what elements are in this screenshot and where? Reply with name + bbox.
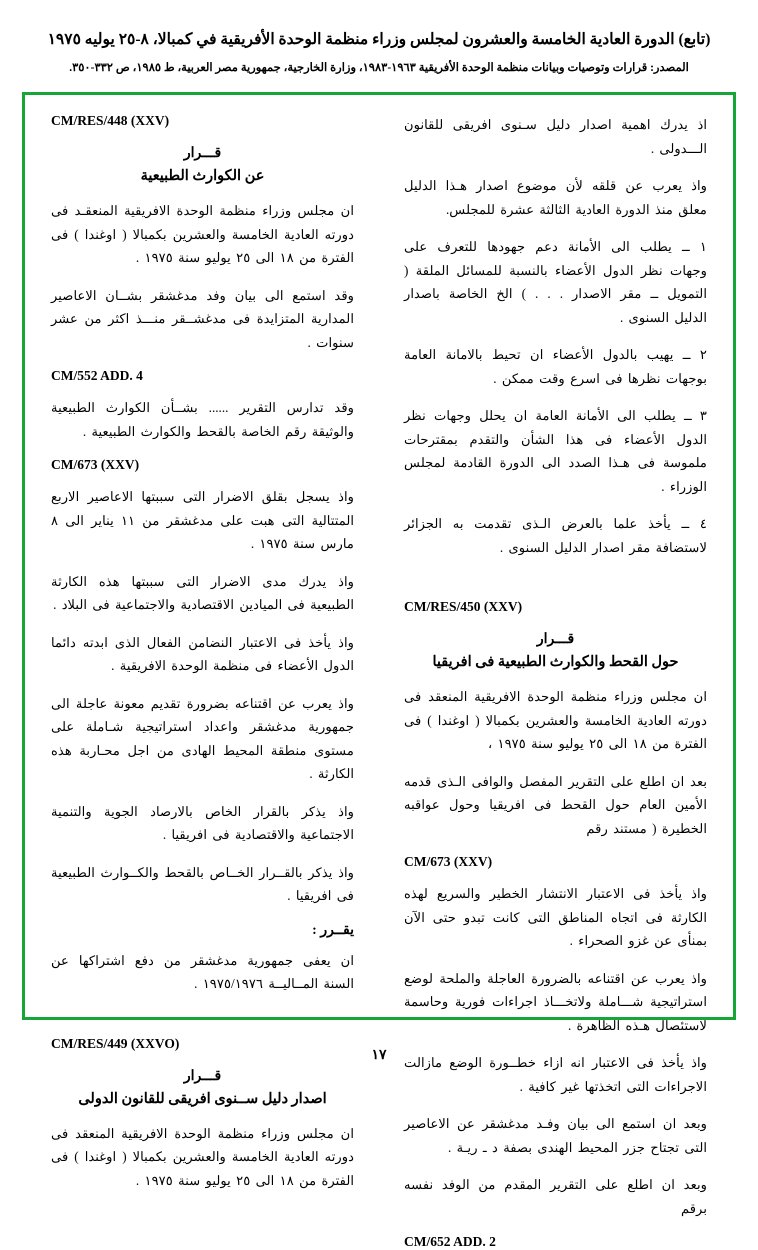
paragraph: وقد تدارس التقرير ...... بشــأن الكوارث الطبيعية والوثيقة رقم الخاصة بالقحط والكوارث الطبيعية .: [51, 400, 354, 439]
reference-code-cm652: CM/652 ADD. 2: [404, 1234, 496, 1249]
resolution-subtitle: اصدار دليل ســنوى افريقى للقانون الدولى: [78, 1090, 327, 1107]
paragraph: وقد استمع الى بيان وفد مدغشقر بشــان الاعاصير المدارية المتزايدة فى مدغشــقر منـــذ اكثر من عشر سنوات .: [51, 287, 354, 350]
report-code-cm552: CM/552 ADD. 4: [51, 368, 143, 383]
report-code-cm673: CM/673 (XXV): [51, 457, 140, 472]
paragraph: ٤ ــ يأخذ علما بالعرض الـذى تقدمت به الجزائر لاستضافة مقر اصدار الدليل السنوى .: [404, 516, 707, 555]
resolution-title: قـــرار: [183, 1068, 222, 1084]
header-title: (تابع) الدورة العادية الخامسة والعشرون لمجلس وزراء منظمة الوحدة الأفريقية في كمبالا، ٨-٢٥ يوليه ١٩٧٥: [47, 31, 711, 48]
right-column: [392, 105, 719, 1249]
resolution-title: قـــرار: [536, 632, 575, 647]
paragraph: ان مجلس وزراء منظمة الوحدة الافريقية المنعقـد فى دورته العادية الخامسة والعشرين بكمبالا ( اوغندا ) فى الفترة من ١٨ الى ٢٥ يوليو سنة ١٩٧٥ .: [51, 203, 354, 265]
page-header: [0, 0, 758, 74]
resolution-code-450: CM/RES/450 (XXV): [404, 599, 523, 614]
header-source: المصدر: قرارات وتوصيات وبيانات منظمة الوحدة الأفريقية ١٩٦٣-١٩٨٣، وزارة الخارجية، جمهورية مصر العربية، ط ١٩٨٥، ص ٣٣٢-٣٥٠.: [69, 62, 689, 75]
spacer: [404, 573, 707, 599]
left-column: [39, 105, 366, 1188]
paragraph: واذ يأخذ فى الاعتبار النضامن الفعال الذى ابدته دائما الدول الأعضاء فى منظمة الوحدة الافريقية .: [51, 634, 354, 673]
paragraph: واذ يأخذ فى الاعتبار الانتشار الخطير والسريع لهذه الكارثة فى اتجاه المناطق التى كانت تبدو حتى الآن بمنأى عن غزو الصحراء .: [404, 886, 707, 948]
resolution-subtitle: حول القحط والكوارث الطبيعية فى افريقيا: [432, 654, 679, 670]
paragraph: واذ يذكر بالقــرار الخــاص بالقحط والكــوارث الطبيعية فى افريقيا .: [51, 864, 354, 903]
paragraph: بعد ان اطلع على التقرير المفصل والوافى الـذى قدمه الأمين العام حول القحط فى افريقيا وحول عواقبه الخطيرة ( مستند رقم: [404, 773, 707, 836]
resolution-subtitle: عن الكوارث الطبيعية: [140, 168, 265, 184]
reference-code-cm673: CM/673 (XXV): [404, 854, 493, 869]
resolution-code-449: CM/RES/449 (XXVO): [51, 1035, 180, 1051]
paragraph: واذ يعرب عن اقتناعه بضرورة تقديم معونة عاجلة الى جمهورية مدغشقر واعداد استراتيجية شـاملة على مستوى منطقة المحيط الهادى من اجل محـاربة هذه الكارثة .: [51, 695, 354, 781]
paragraph: ٣ ــ يطلب الى الأمانة العامة ان يحلل وجهات نظر الدول الأعضاء فى هذا الشأن والتقدم بمقترحات ملموسة فى هـذا الصدد الى الدورة القادمة لمجلس الوزراء .: [404, 408, 707, 494]
paragraph: واذ يعرب عن اقتناعه بالضرورة العاجلة والملحة لوضع استراتيجية شـــاملة ولاتخـــاذ اجراءات فورية وحاسمة لاستئصال هـذه الظاهرة .: [404, 970, 707, 1033]
paragraph-continuation: اذ يدرك اهمية اصدار دليل سـنوى افريقى للقانون الـــدولى .: [404, 117, 707, 156]
resolution-title: قـــرار: [183, 146, 222, 161]
spacer: [51, 1010, 354, 1036]
paragraph: ان مجلس وزراء منظمة الوحدة الافريقية المنعقد فى دورته العادية الخامسة والعشرين بكمبالا ( اوغندا ) فى الفترة من ١٨ الى ٢٥ يوليو سنة ١٩٧٥ .: [51, 1125, 354, 1188]
paragraph: واذ يذكر بالقرار الخاص بالارصاد الجوية والتنمية الاجتماعية والاقتصادية فى افريقيا .: [51, 803, 354, 842]
paragraph: ١ ــ يطلب الى الأمانة دعم جهودها للتعرف على وجهات نظر الدول الأعضاء بالنسبة للمسائل الملقة ( التمويل ــ مقر الاصدار . . . ) الخ الخاصة باصدار الدليل السنوى .: [404, 239, 707, 325]
decides-text: ان يعفى جمهورية مدغشقر من دفع اشتراكها عن السنة المــاليــة ١٩٧٥/١٩٧٦ .: [51, 952, 354, 991]
paragraph: وبعد ان استمع الى بيان وفـد مدغشقر عن الاعاصير التى تجتاح جزر المحيط الهندى بصفة د ـ ريـة .: [404, 1116, 707, 1155]
resolution-code-448: CM/RES/448 (XXV): [51, 113, 170, 128]
paragraph: ان مجلس وزراء منظمة الوحدة الافريقية المنعقد فى دورته العادية الخامسة والعشرين بكمبالا ( اوغندا ) فى الفترة من ١٨ الى ٢٥ يوليو سنة ١٩٧٥ ،: [404, 689, 707, 751]
paragraph: واذ يأخذ فى الاعتبار انه ازاء خطــورة الوضع مازالت الاجراءات التى اتخذتها غير كافية .: [404, 1055, 707, 1094]
page-number: ١٧: [371, 1048, 387, 1063]
decides-label: يقــرر :: [312, 922, 354, 938]
paragraph: وبعد ان اطلع على التقرير المقدم من الوفد نفسه برقم: [404, 1177, 707, 1216]
paragraph: واذ يدرك مدى الاضرار التى سببتها هذه الكارثة الطبيعية فى الميادين الاقتصادية والاجتماعية فى البلاد .: [51, 573, 354, 612]
paragraph: واذ يسجل بقلق الاضرار التى سببتها الاعاصير الاربع المتتالية التى هبت على مدغشقر من ١١ يناير الى ٨ مارس سنة ١٩٧٥ .: [51, 489, 355, 551]
paragraph: ٢ ــ يهيب بالدول الأعضاء ان تحيط بالامانة العامة بوجهات نظرها فى اسرع وقت ممكن .: [404, 347, 707, 386]
paragraph: واذ يعرب عن قلقه لأن موضوع اصدار هـذا الدليل معلق منذ الدورة العادية الثالثة عشرة للمجلس.: [404, 178, 707, 217]
